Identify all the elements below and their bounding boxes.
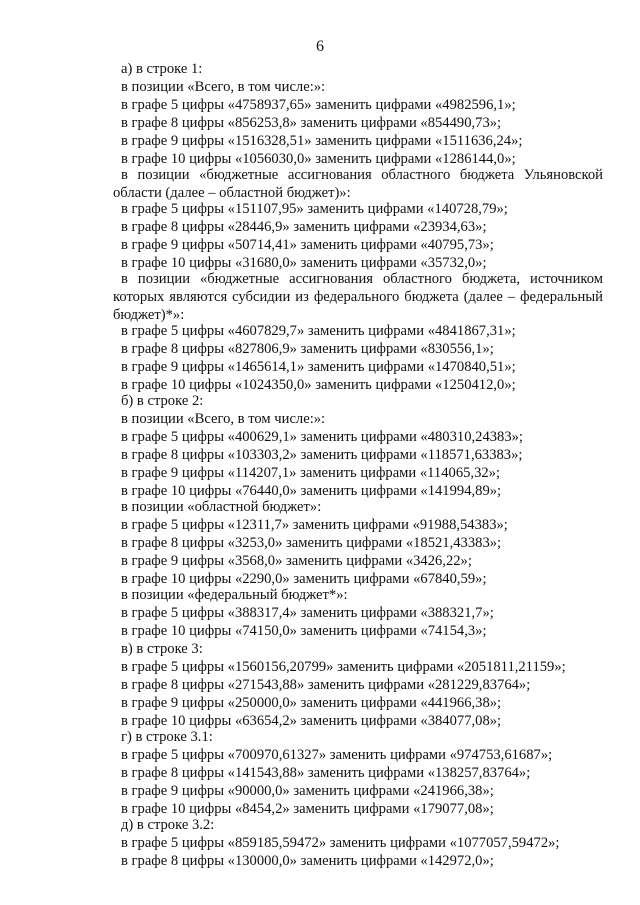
- paragraph-line: в графе 9 цифры «250000,0» заменить цифрами «441966,38»;: [121, 695, 502, 711]
- paragraph-line: в графе 10 цифры «63654,2» заменить цифрами «384077,08»;: [121, 713, 502, 729]
- paragraph-line: в графе 10 цифры «31680,0» заменить цифрами «35732,0»;: [121, 255, 487, 271]
- paragraph-line: в графе 8 цифры «827806,9» заменить цифрами «830556,1»;: [121, 341, 494, 357]
- page-number: 6: [316, 38, 324, 55]
- paragraph-line: в позиции «Всего, в том числе:»:: [121, 411, 326, 427]
- paragraph-line: в графе 10 цифры «1056030,0» заменить цифрами «1286144,0»;: [121, 151, 516, 167]
- paragraph-line: в графе 9 цифры «1516328,51» заменить цифрами «1511636,24»;: [121, 133, 523, 149]
- paragraph-line: в графе 8 цифры «141543,88» заменить цифрами «138257,83764»;: [121, 765, 531, 781]
- paragraph-line: в графе 10 цифры «1024350,0» заменить цифрами «1250412,0»;: [121, 377, 516, 393]
- paragraph-line: в графе 5 цифры «4758937,65» заменить цифрами «4982596,1»;: [121, 97, 516, 113]
- paragraph-line: в) в строке 3:: [121, 641, 203, 657]
- paragraph-line: в позиции «федеральный бюджет*»:: [121, 587, 348, 603]
- paragraph-line: в графе 5 цифры «151107,95» заменить цифрами «140728,79»;: [121, 201, 508, 217]
- paragraph-line: в графе 8 цифры «271543,88» заменить цифрами «281229,83764»;: [121, 677, 531, 693]
- paragraph-line: в графе 5 цифры «4607829,7» заменить цифрами «4841867,31»;: [121, 323, 516, 339]
- paragraph-line: в графе 5 цифры «388317,4» заменить цифрами «388321,7»;: [121, 605, 494, 621]
- paragraph-line: в графе 5 цифры «1560156,20799» заменить цифрами «2051811,21159»;: [121, 659, 566, 675]
- paragraph-line: в графе 10 цифры «76440,0» заменить цифрами «141994,89»;: [121, 483, 502, 499]
- paragraph-line: в графе 10 цифры «8454,2» заменить цифрами «179077,08»;: [121, 801, 494, 817]
- paragraph-line: в графе 8 цифры «28446,9» заменить цифрами «23934,63»;: [121, 219, 487, 235]
- paragraph-line: в графе 5 цифры «859185,59472» заменить цифрами «1077057,59472»;: [121, 835, 560, 851]
- paragraph-line: в графе 8 цифры «103303,2» заменить цифрами «118571,63383»;: [121, 447, 523, 463]
- paragraph-line: б) в строке 2:: [121, 393, 204, 409]
- paragraph-line: г) в строке 3.1:: [121, 729, 213, 745]
- paragraph-line: в графе 9 цифры «114207,1» заменить цифрами «114065,32»;: [121, 465, 501, 481]
- paragraph-line: в позиции «бюджетные ассигнования областного бюджета Ульяновской: [121, 167, 603, 183]
- paragraph-line: в графе 5 цифры «400629,1» заменить цифрами «480310,24383»;: [121, 429, 523, 445]
- paragraph-line: в графе 5 цифры «700970,61327» заменить цифрами «974753,61687»;: [121, 747, 553, 763]
- paragraph-line: а) в строке 1:: [121, 61, 203, 77]
- paragraph-line: в графе 8 цифры «856253,8» заменить цифрами «854490,73»;: [121, 115, 502, 131]
- paragraph-line: в графе 9 цифры «3568,0» заменить цифрами «3426,22»;: [121, 553, 472, 569]
- paragraph-line: в графе 9 цифры «50714,41» заменить цифрами «40795,73»;: [121, 237, 494, 253]
- paragraph-line: в графе 9 цифры «1465614,1» заменить цифрами «1470840,51»;: [121, 359, 516, 375]
- paragraph-line: в графе 10 цифры «74150,0» заменить цифрами «74154,3»;: [121, 623, 487, 639]
- paragraph-line: в графе 9 цифры «90000,0» заменить цифрами «241966,38»;: [121, 783, 494, 799]
- paragraph-line: в позиции «областной бюджет»:: [121, 499, 322, 515]
- paragraph-line: которых являются субсидии из федерального бюджета (далее – федеральный: [113, 289, 603, 305]
- paragraph-line: в позиции «бюджетные ассигнования областного бюджета, источником: [121, 271, 603, 287]
- paragraph-line: в графе 5 цифры «12311,7» заменить цифрами «91988,54383»;: [121, 517, 508, 533]
- paragraph-line: в графе 8 цифры «3253,0» заменить цифрами «18521,43383»;: [121, 535, 502, 551]
- paragraph-line: д) в строке 3.2:: [121, 817, 215, 833]
- paragraph-line: бюджет)*»:: [113, 307, 185, 323]
- paragraph-line: в позиции «Всего, в том числе:»:: [121, 79, 326, 95]
- paragraph-line: в графе 8 цифры «130000,0» заменить цифрами «142972,0»;: [121, 853, 494, 869]
- paragraph-line: области (далее – областной бюджет)»:: [113, 185, 351, 201]
- paragraph-line: в графе 10 цифры «2290,0» заменить цифрами «67840,59»;: [121, 571, 487, 587]
